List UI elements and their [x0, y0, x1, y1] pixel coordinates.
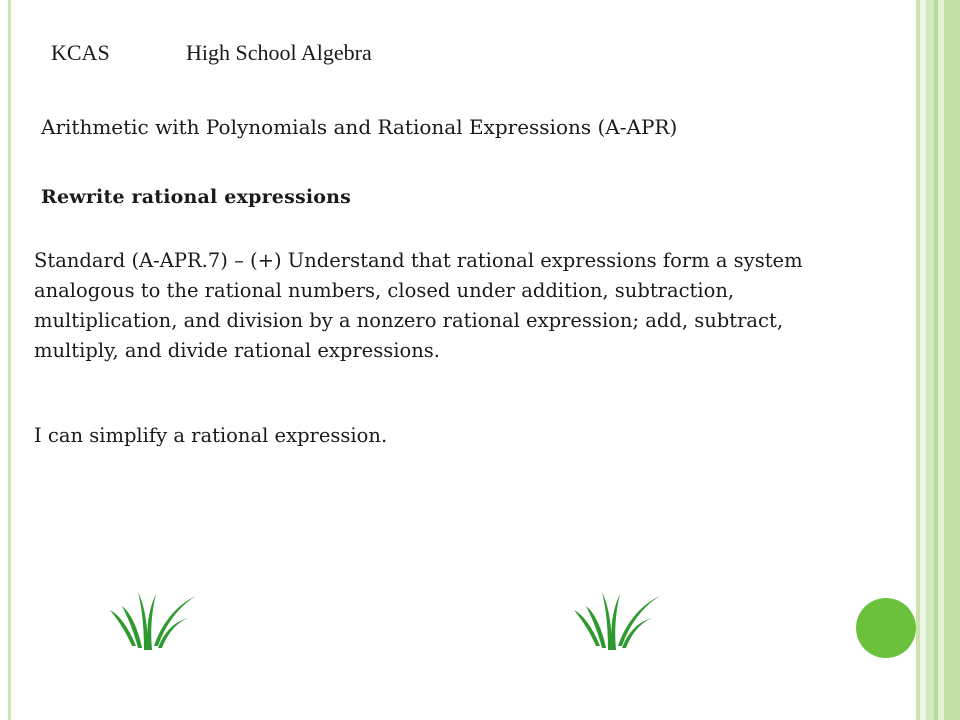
learning-goal: I can simplify a rational expression. [34, 424, 388, 447]
standard-line: multiplication, and division by a nonzero rational expression; add, subtract, [34, 309, 784, 332]
standard-line: Standard (A-APR.7) – (+) Understand that rational expressions form a system [34, 249, 803, 272]
grass-tuft-icon [568, 588, 668, 668]
grass-tuft-icon [104, 588, 204, 668]
right-decorative-band [916, 0, 960, 720]
subject-label: High School Algebra [186, 40, 372, 65]
domain-title: Arithmetic with Polynomials and Rational Expressions (A-APR) [41, 115, 678, 139]
left-border-rule [8, 0, 11, 720]
standard-set-label: KCAS [51, 40, 110, 65]
standard-text [34, 246, 904, 366]
cluster-title: Rewrite rational expressions [41, 186, 352, 208]
green-circle-icon [856, 598, 916, 658]
standard-line: multiply, and divide rational expressions. [34, 339, 440, 362]
standard-line: analogous to the rational numbers, closed under addition, subtraction, [34, 279, 735, 302]
